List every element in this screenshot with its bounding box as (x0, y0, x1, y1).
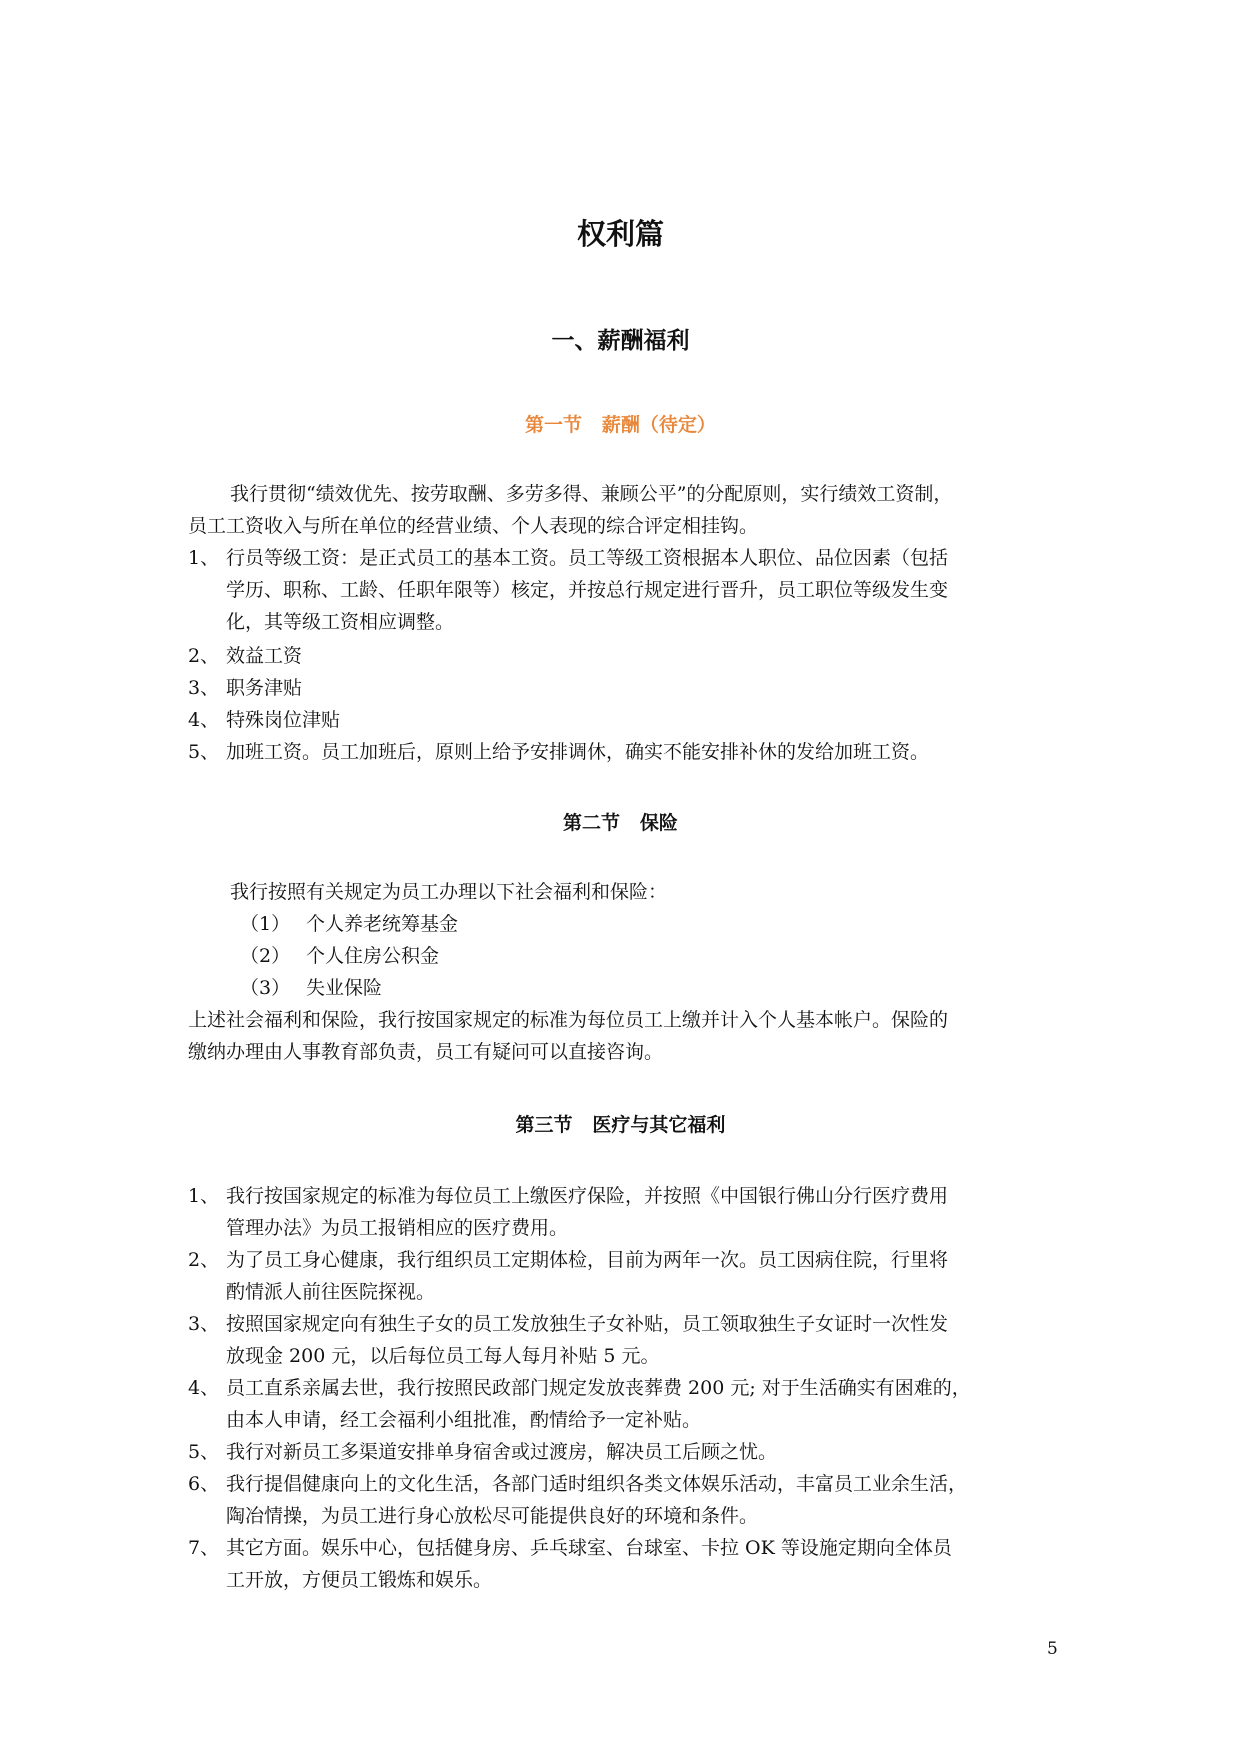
item-number: 3、 (188, 1313, 220, 1335)
section-name: 医疗与其它福利 (592, 1114, 726, 1136)
item-line: 其它方面。娱乐中心，包括健身房、乒乓球室、台球室、卡拉 OK 等设施定期向全体员 (226, 1537, 952, 1559)
item-number: 2、 (188, 645, 220, 667)
item-number: （3） (240, 977, 291, 999)
section-label: 第一节 (525, 414, 583, 436)
section-heading-1 (0, 410, 1241, 437)
list-item (0, 972, 1241, 1004)
chapter-heading: 一、薪酬福利 (551, 328, 690, 354)
list-item (0, 1180, 1241, 1244)
item-number: 7、 (188, 1537, 220, 1559)
item-line: 为了员工身心健康，我行组织员工定期体检，目前为两年一次。员工因病住院，行里将 (226, 1249, 949, 1271)
item-line: 我行按国家规定的标准为每位员工上缴医疗保险，并按照《中国银行佛山分行医疗费用 (226, 1185, 949, 1207)
item-line: 我行提倡健康向上的文化生活，各部门适时组织各类文体娱乐活动，丰富员工业余生活， (226, 1473, 968, 1495)
item-number: 4、 (188, 1377, 220, 1399)
item-line: 学历、职称、工龄、任职年限等）核定，并按总行规定进行晋升，员工职位等级发生变 (226, 579, 949, 601)
paragraph-line: 我行贯彻“绩效优先、按劳取酬、多劳多得、兼顾公平”的分配原则，实行绩效工资制， (230, 483, 953, 505)
item-text: 个人住房公积金 (306, 945, 440, 967)
item-number: 5、 (188, 1441, 220, 1463)
item-number: 2、 (188, 1249, 220, 1271)
page-title: 权利篇 (576, 217, 664, 251)
paragraph-line: 我行按照有关规定为员工办理以下社会福利和保险： (230, 881, 668, 903)
item-number: 5、 (188, 741, 220, 763)
item-line: 员工直系亲属去世，我行按照民政部门规定发放丧葬费 200 元; 对于生活确实有困难的， (226, 1377, 971, 1399)
item-line: 酌情派人前往医院探视。 (226, 1281, 436, 1303)
section-label: 第二节 (563, 812, 621, 834)
section-label: 第三节 (515, 1114, 573, 1136)
item-line: 特殊岗位津贴 (226, 709, 341, 731)
item-text: 失业保险 (306, 977, 383, 999)
item-line: 我行对新员工多渠道安排单身宿舍或过渡房，解决员工后顾之忧。 (226, 1441, 778, 1463)
list-item (0, 940, 1241, 972)
item-number: 6、 (188, 1473, 220, 1495)
list-item (0, 1372, 1241, 1436)
list-item (0, 1468, 1241, 1532)
paragraph-line: 员工工资收入与所在单位的经营业绩、个人表现的综合评定相挂钩。 (188, 515, 759, 537)
item-number: 3、 (188, 677, 220, 699)
section-name: 薪酬（待定） (601, 414, 716, 436)
item-line: 管理办法》为员工报销相应的医疗费用。 (226, 1217, 569, 1239)
item-number: （2） (240, 945, 291, 967)
list-item (0, 736, 1241, 768)
item-line: 陶冶情操，为员工进行身心放松尽可能提供良好的环境和条件。 (226, 1505, 759, 1527)
item-line: 化，其等级工资相应调整。 (226, 611, 455, 633)
list-item (0, 672, 1241, 704)
list-item (0, 640, 1241, 672)
item-line: 加班工资。员工加班后，原则上给予安排调休，确实不能安排补休的发给加班工资。 (226, 741, 930, 763)
paragraph-line: 缴纳办理由人事教育部负责，员工有疑问可以直接咨询。 (188, 1041, 664, 1063)
list-item (0, 704, 1241, 736)
list-item (0, 542, 1241, 638)
section-heading-2 (0, 808, 1241, 835)
list-item (0, 1244, 1241, 1308)
paragraph-line: 上述社会福利和保险，我行按国家规定的标准为每位员工上缴并计入个人基本帐户。保险的 (188, 1009, 949, 1031)
list-item (0, 1308, 1241, 1372)
item-number: （1） (240, 913, 291, 935)
list-item (0, 908, 1241, 940)
item-line: 放现金 200 元，以后每位员工每人每月补贴 5 元。 (226, 1345, 660, 1367)
item-number: 1、 (188, 1185, 220, 1207)
list-item (0, 1532, 1241, 1596)
item-number: 4、 (188, 709, 220, 731)
item-line: 职务津贴 (226, 677, 303, 699)
item-number: 1、 (188, 547, 220, 569)
item-line: 由本人申请，经工会福利小组批准，酌情给予一定补贴。 (226, 1409, 702, 1431)
section-name: 保险 (639, 812, 678, 834)
item-line: 效益工资 (226, 645, 303, 667)
list-item (0, 1436, 1241, 1468)
section-heading-3 (0, 1110, 1241, 1137)
item-text: 个人养老统筹基金 (306, 913, 459, 935)
page-number: 5 (1047, 1639, 1058, 1659)
item-line: 按照国家规定向有独生子女的员工发放独生子女补贴，员工领取独生子女证时一次性发 (226, 1313, 949, 1335)
item-line: 工开放，方便员工锻炼和娱乐。 (226, 1569, 493, 1591)
item-line: 行员等级工资：是正式员工的基本工资。员工等级工资根据本人职位、品位因素（包括 (226, 547, 949, 569)
